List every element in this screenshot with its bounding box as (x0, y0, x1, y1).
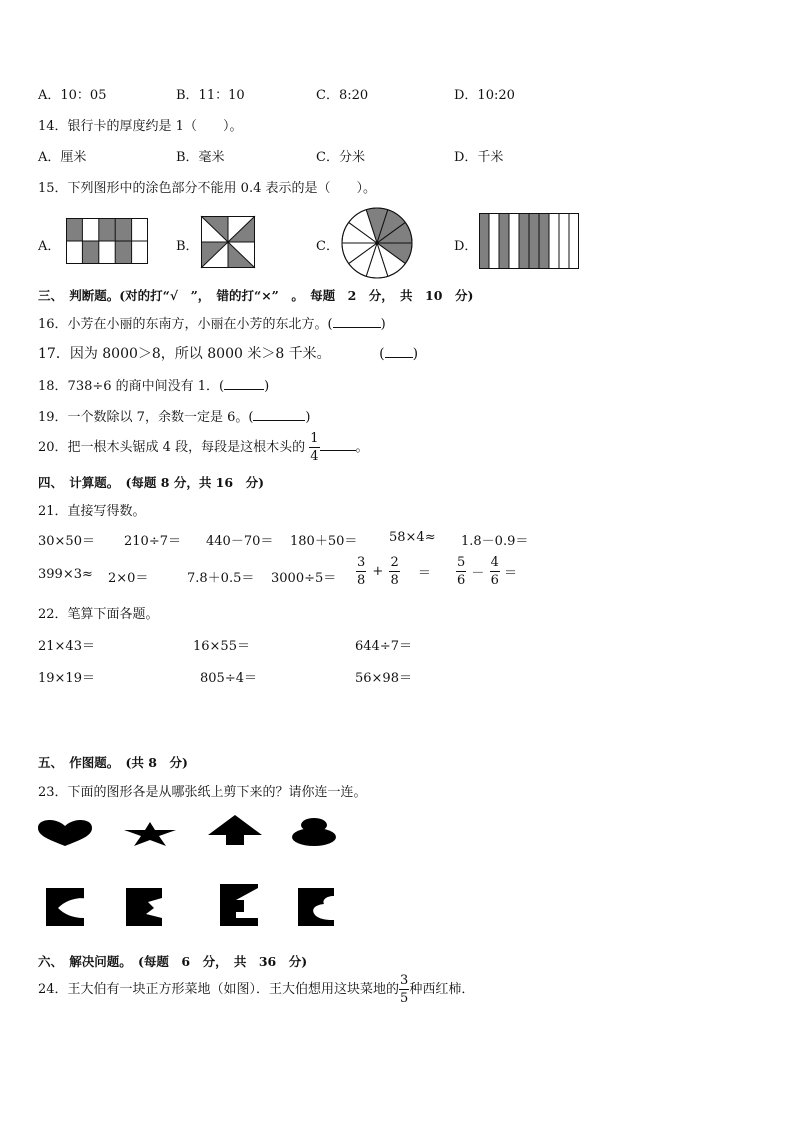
q15-label-d[interactable]: D． (454, 239, 478, 254)
heart-shape-icon[interactable] (38, 820, 92, 846)
q19-answer-blank[interactable] (253, 408, 305, 421)
q18-line (38, 375, 269, 394)
q21-r1-c6: 1.8－0.9＝ (461, 534, 529, 549)
q15-figure-b (201, 216, 255, 268)
q18-close: ) (264, 379, 270, 394)
q16-close: ) (380, 317, 386, 332)
paper-arrow-cutout-icon[interactable] (220, 884, 258, 926)
q13-option-c[interactable]: C．8:20 (316, 88, 369, 103)
q20-line (38, 432, 369, 463)
q14-option-d[interactable]: D．千米 (454, 150, 504, 165)
q17-paren-close: ) (412, 346, 419, 362)
q21-stem: 21．直接写得数。 (38, 504, 146, 519)
q21-fraction-diff: $\frac{5}{6}$ － $\frac{4}{6}$ ＝ (457, 555, 518, 588)
q22-r1-c1: 21×43＝ (38, 639, 95, 654)
q22-r1-c2: 16×55＝ (193, 639, 250, 654)
q15-figure-a (66, 218, 148, 264)
q15-stem: 15．下列图形中的涂色部分不能用 0.4 表示的是（ ）。 (38, 181, 376, 196)
q20-answer-blank[interactable] (320, 438, 356, 451)
q16-text: 16．小芳在小丽的东南方，小丽在小芳的东北方。( (38, 317, 333, 332)
q21-r2-c1: 399×3≈ (38, 567, 93, 582)
q15-label-b[interactable]: B． (176, 239, 199, 254)
q18-answer-blank[interactable] (224, 377, 264, 390)
q19-text: 19．一个数除以 7，余数一定是 6。( (38, 410, 254, 425)
q15-figure-c (341, 207, 413, 279)
q20-fraction: $\frac{1}{4}$ (310, 431, 319, 464)
q13-option-d[interactable]: D．10:20 (454, 88, 515, 103)
q22-r2-c2: 805÷4＝ (200, 671, 257, 686)
q14-option-b[interactable]: B．毫米 (176, 150, 225, 165)
paper-heart-cutout-icon[interactable] (46, 888, 84, 926)
q24-fraction: $\frac{3}{5}$ (400, 973, 409, 1006)
q14-option-a[interactable]: A．厘米 (38, 150, 87, 165)
q24-text: 24．王大伯有一块正方形菜地（如图）．王大伯想用这块菜地的 (38, 982, 400, 997)
star-shape-icon[interactable] (124, 822, 176, 846)
q21-r2-c3: 7.8＋0.5＝ (187, 571, 255, 586)
q15-label-c[interactable]: C． (316, 239, 339, 254)
q17-text: 17．因为 8000＞8，所以 8000 米＞8 千米。 (38, 346, 331, 362)
q16-answer-blank[interactable] (333, 315, 381, 328)
q22-r2-c1: 19×19＝ (38, 671, 95, 686)
q21-fraction-sum: $\frac{3}{8}$ + $\frac{2}{8}$ ＝ (357, 555, 431, 588)
q17-line (38, 343, 418, 363)
q22-r1-c3: 644÷7＝ (355, 639, 412, 654)
q24-line (38, 974, 474, 1005)
q16-line (38, 313, 386, 332)
q21-r2-c2: 2×0＝ (108, 571, 149, 586)
q21-r1-c2: 210÷7＝ (124, 534, 181, 549)
section-3-title: 三、 判断题。(对的打“√ ”， 错的打“×” 。 每题 2 分， 共 10 分) (38, 288, 474, 303)
q17-answer-blank[interactable] (385, 345, 413, 358)
q17-paren-open: ( (379, 346, 385, 362)
section-6-title: 六、 解决问题。 (每题 6 分， 共 36 分) (38, 954, 308, 969)
q13-option-b[interactable]: B．11：10 (176, 88, 245, 103)
q21-r1-c4: 180＋50＝ (290, 534, 358, 549)
q21-r1-c1: 30×50＝ (38, 534, 95, 549)
q14-option-c[interactable]: C．分米 (316, 150, 365, 165)
arrow-shape-icon[interactable] (208, 815, 262, 845)
q20-end: 。 (355, 440, 369, 455)
paper-snowman-cutout-icon[interactable] (298, 888, 334, 926)
paper-star-cutout-icon[interactable] (126, 888, 162, 926)
q22-r2-c3: 56×98＝ (355, 671, 412, 686)
section-4-title: 四、 计算题。 (每题 8 分，共 16 分) (38, 475, 264, 490)
q14-stem: 14．银行卡的厚度约是 1（ ）。 (38, 119, 243, 134)
q19-close: ) (305, 410, 311, 425)
q21-r2-c4: 3000÷5＝ (271, 571, 337, 586)
q21-r1-c3: 440－70＝ (206, 534, 274, 549)
q23-stem: 23．下面的图形各是从哪张纸上剪下来的？请你连一连。 (38, 785, 367, 800)
q15-label-a[interactable]: A． (38, 239, 61, 254)
q18-text: 18．738÷6 的商中间没有 1．( (38, 379, 225, 394)
q15-figure-d (479, 213, 579, 269)
q13-option-a[interactable]: A．10：05 (38, 88, 107, 103)
q21-r1-c5: 58×4≈ (389, 530, 436, 545)
q20-text: 20．把一根木头锯成 4 段，每段是这根木头的 (38, 440, 306, 455)
q24-end: 种西红柿． (409, 982, 475, 997)
q22-stem: 22．笔算下面各题。 (38, 607, 159, 622)
section-5-title: 五、 作图题。 (共 8 分) (38, 755, 188, 770)
q19-line (38, 406, 311, 425)
snowman-shape-icon[interactable] (292, 818, 336, 846)
